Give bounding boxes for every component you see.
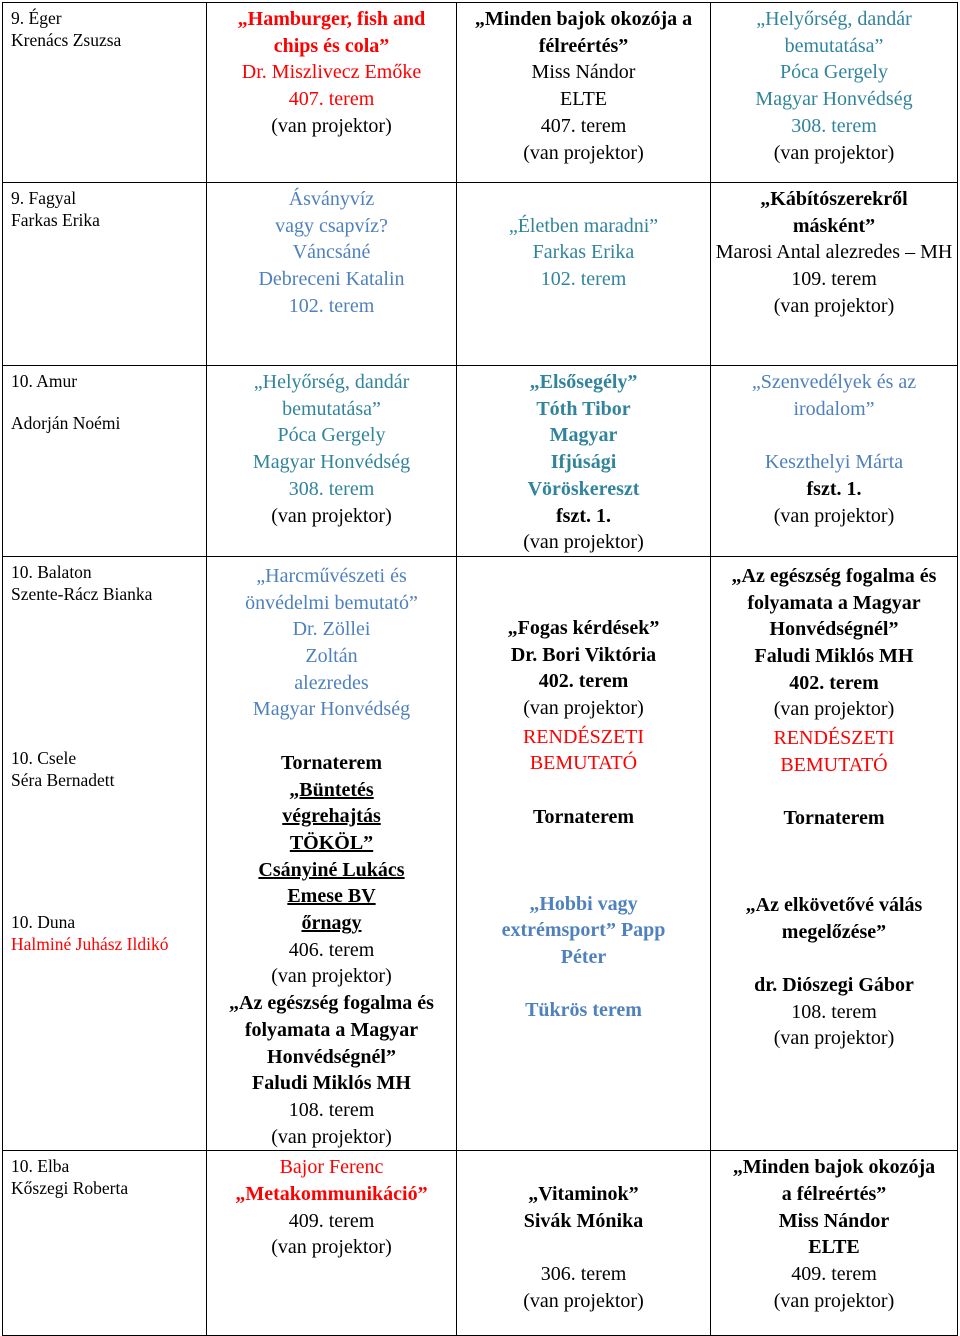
- session-cell: [207, 183, 457, 366]
- table-row: [3, 183, 958, 366]
- class-name: 10. Csele: [11, 747, 77, 768]
- class-cell: [3, 366, 207, 557]
- class-name: 10. Amur: [11, 371, 78, 391]
- organization: Magyar Honvédség: [755, 88, 913, 111]
- homeroom-teacher: Kőszegi Roberta: [11, 1178, 129, 1199]
- projector-note: (van projektor): [523, 1289, 644, 1312]
- class-cell: [3, 1151, 207, 1336]
- session-title: „Az egészség fogalma és folyamata a Magyar Honvédségnél”: [731, 564, 937, 641]
- session-title-text: „Hobbi vagy extrémsport”: [501, 892, 638, 942]
- class-cell: [3, 183, 207, 366]
- session-title: „Metakommunikáció”: [235, 1183, 428, 1206]
- presenter: Csányiné Lukács Emese BV őrnagy: [258, 858, 405, 935]
- projector-note: (van projektor): [523, 697, 644, 720]
- room: Tükrös terem: [525, 999, 642, 1022]
- session-title: „Elsősegély”: [529, 371, 638, 393]
- room: 409. terem: [791, 1263, 877, 1286]
- projector-note: (van projektor): [773, 504, 895, 527]
- session-title: Ásványvíz vagy csapvíz?: [275, 188, 388, 237]
- session-title: „Büntetés végrehajtás TÖKÖL”: [282, 778, 381, 854]
- projector-note: (van projektor): [773, 698, 895, 721]
- session-title: „Helyőrség, dandár bemutatása”: [253, 371, 410, 420]
- session-cell: [711, 3, 958, 183]
- projector-note: (van projektor): [271, 965, 392, 988]
- presenter: Miss Nándor: [778, 1209, 890, 1232]
- event-title: RENDÉSZETI BEMUTATÓ: [522, 725, 645, 775]
- organization: ELTE: [808, 1236, 860, 1259]
- projector-note: (van projektor): [271, 114, 392, 137]
- room: 102. terem: [540, 268, 627, 291]
- room: fszt. 1.: [556, 504, 611, 527]
- homeroom-teacher: Szente-Rácz Bianka: [11, 583, 153, 604]
- session-cell: [207, 3, 457, 183]
- presenter: Papp Péter: [560, 919, 666, 968]
- room: fszt. 1.: [806, 477, 862, 500]
- class-name: 9. Fagyal: [11, 188, 77, 208]
- session-cell: [457, 1151, 711, 1336]
- room: 406. terem: [288, 938, 375, 961]
- session-cell: [711, 183, 958, 366]
- class-cell: [3, 3, 207, 183]
- presenter: Tóth Tibor: [536, 397, 631, 420]
- projector-note: (van projektor): [773, 1289, 895, 1312]
- session-cell: [711, 556, 958, 1150]
- room: 108. terem: [791, 1000, 877, 1023]
- projector-note: (van projektor): [271, 1125, 392, 1148]
- projector-note: (van projektor): [271, 504, 392, 527]
- session-title: „Életben maradni”: [508, 214, 659, 237]
- table-row: [3, 1151, 958, 1336]
- room: 308. terem: [791, 114, 877, 137]
- session-cell: [207, 1151, 457, 1336]
- homeroom-teacher: Krenács Zsuzsa: [11, 30, 122, 50]
- session-cell: [457, 3, 711, 183]
- session-cell: [711, 1151, 958, 1336]
- presenter: Miss Nándor: [531, 61, 636, 84]
- session-cell: [711, 366, 958, 557]
- presenter: Dr. Zöllei Zoltán alezredes: [292, 618, 371, 694]
- class-name: 9. Éger: [11, 8, 62, 28]
- presenter: Farkas Erika: [532, 241, 635, 264]
- table-row: [3, 556, 958, 1150]
- presenter: Faludi Miklós MH: [252, 1072, 411, 1095]
- projector-note: (van projektor): [523, 531, 644, 554]
- presenter: Váncsáné Debreceni Katalin: [258, 241, 405, 291]
- presenter: Faludi Miklós MH: [754, 645, 914, 668]
- table-row: [3, 3, 958, 183]
- session-title: „Hamburger, fish and chips és cola”: [237, 8, 426, 57]
- event-title: RENDÉSZETI BEMUTATÓ: [773, 727, 895, 776]
- presenter: dr. Diószegi Gábor: [754, 974, 914, 997]
- room: 308. terem: [288, 477, 375, 500]
- room: 409. terem: [288, 1209, 375, 1232]
- presenter: Dr. Miszlivecz Emőke: [241, 61, 422, 84]
- presenter: Dr. Bori Viktória: [510, 643, 657, 666]
- room: Tornaterem: [280, 751, 383, 774]
- organization: Magyar Honvédség: [252, 698, 411, 721]
- schedule-table: [2, 2, 958, 1336]
- session-title: „Harcművészeti és önvédelmi bemutató”: [245, 564, 418, 614]
- projector-note: (van projektor): [773, 141, 895, 164]
- room: Tornaterem: [783, 807, 885, 830]
- session-title: [457, 891, 710, 971]
- presenter: Sivák Mónika: [523, 1209, 644, 1232]
- organization: Magyar Honvédség: [252, 451, 411, 474]
- organization: Magyar Ifjúsági Vöröskereszt: [527, 424, 640, 500]
- room: 108. terem: [288, 1098, 375, 1121]
- organization: ELTE: [559, 88, 608, 111]
- projector-note: (van projektor): [773, 294, 895, 317]
- homeroom-teacher: Séra Bernadett: [11, 769, 115, 790]
- class-name: 10. Balaton: [11, 561, 92, 582]
- session-title: „Szenvedélyek és az irodalom”: [751, 371, 917, 420]
- session-title: „Kábítószerekről másként”: [760, 188, 908, 237]
- session-title: „Minden bajok okozója a félreértés”: [732, 1156, 936, 1206]
- class-name: 10. Duna: [11, 911, 76, 932]
- room: 407. terem: [288, 88, 375, 111]
- room: 102. terem: [288, 294, 375, 317]
- session-title: „Vitaminok”: [528, 1183, 639, 1206]
- presenter: Keszthelyi Márta: [764, 451, 904, 474]
- presenter: Póca Gergely: [780, 61, 888, 84]
- session-title: „Az egészség fogalma és folyamata a Magyar Honvédségnél”: [229, 992, 434, 1068]
- room: 109. terem: [791, 268, 877, 291]
- class-name: 10. Elba: [11, 1156, 70, 1177]
- projector-note: (van projektor): [523, 141, 644, 164]
- room: Tornaterem: [532, 805, 635, 828]
- projector-note: (van projektor): [773, 1027, 895, 1050]
- presenter: Bajor Ferenc: [279, 1156, 384, 1179]
- session-title: „Fogas kérdések”: [507, 616, 660, 639]
- presenter: Póca Gergely: [277, 424, 386, 447]
- room: 402. terem: [789, 671, 879, 694]
- homeroom-teacher: Halminé Juhász Ildikó: [11, 933, 169, 954]
- homeroom-teacher: Farkas Erika: [11, 210, 100, 230]
- room: 407. terem: [540, 114, 627, 137]
- session-title: „Az elkövetővé válás megelőzése”: [745, 893, 923, 943]
- class-cell: [3, 556, 207, 1150]
- session-cell: [457, 556, 711, 1150]
- session-title: „Minden bajok okozója a félreértés”: [474, 8, 693, 57]
- session-cell: [457, 366, 711, 557]
- room: 402. terem: [538, 670, 629, 693]
- projector-note: (van projektor): [271, 1236, 392, 1259]
- session-cell: [457, 183, 711, 366]
- session-title: „Helyőrség, dandár bemutatása”: [756, 8, 912, 57]
- session-cell: [207, 366, 457, 557]
- session-cell: [207, 556, 457, 1150]
- table-row: [3, 366, 958, 557]
- presenter: Marosi Antal alezredes – MH: [715, 241, 953, 264]
- room: 306. terem: [540, 1263, 627, 1286]
- homeroom-teacher: Adorján Noémi: [11, 413, 121, 433]
